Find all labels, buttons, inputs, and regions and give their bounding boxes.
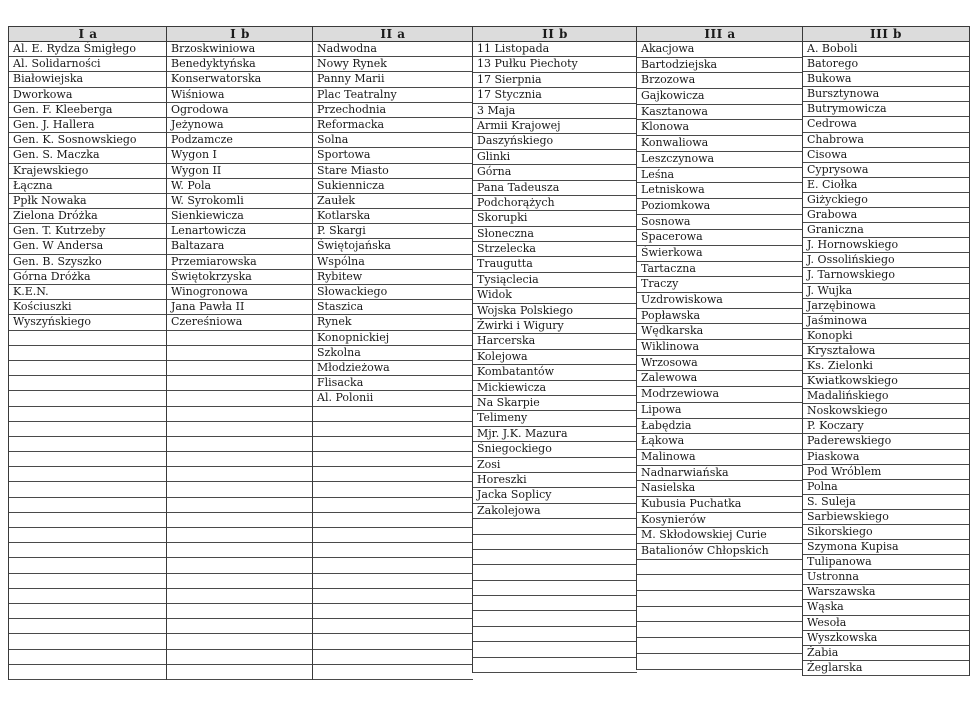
street-cell: Spacerowa	[637, 230, 803, 246]
column-header: III a	[637, 26, 803, 42]
street-cell: Gen. J. Hallera	[9, 118, 167, 133]
empty-cell	[473, 658, 637, 673]
empty-cell	[9, 604, 167, 619]
street-cell: Żeglarska	[803, 661, 969, 676]
street-cell: Wygon I	[167, 148, 313, 163]
street-cell: Batalionów Chłopskich	[637, 544, 803, 560]
empty-cell	[473, 596, 637, 611]
street-cell: Pod Wróblem	[803, 465, 969, 480]
street-cell: Panny Marii	[313, 72, 473, 87]
street-cell: Polna	[803, 480, 969, 495]
street-cell: Wspólna	[313, 255, 473, 270]
street-cell: Warszawska	[803, 585, 969, 600]
street-cell: Nadwodna	[313, 42, 473, 57]
street-cell: Wojska Polskiego	[473, 304, 637, 319]
street-cell: Konserwatorska	[167, 72, 313, 87]
empty-cell	[637, 591, 803, 607]
empty-cell	[9, 528, 167, 543]
street-cell: Horeszki	[473, 473, 637, 488]
empty-cell	[637, 654, 803, 670]
street-cell: Łabędzia	[637, 419, 803, 435]
street-cell: Al. Solidarności	[9, 57, 167, 72]
street-cell: Łączna	[9, 179, 167, 194]
column-header: I a	[9, 26, 167, 42]
street-cell: Ppłk Nowaka	[9, 194, 167, 209]
street-cell: Nadnarwiańska	[637, 466, 803, 482]
street-cell: Kolejowa	[473, 350, 637, 365]
street-cell: Glinki	[473, 150, 637, 165]
street-cell: Górna	[473, 165, 637, 180]
street-cell: 17 Stycznia	[473, 88, 637, 103]
empty-cell	[167, 589, 313, 604]
empty-cell	[167, 437, 313, 452]
empty-cell	[313, 574, 473, 589]
column-ii-b	[472, 26, 637, 673]
street-cell: Al. Polonii	[313, 391, 473, 406]
empty-cell	[9, 361, 167, 376]
street-cell: P. Koczary	[803, 419, 969, 434]
street-cell: Kryształowa	[803, 344, 969, 359]
street-cell: Popławska	[637, 309, 803, 325]
empty-cell	[313, 452, 473, 467]
empty-cell	[167, 543, 313, 558]
street-cell: Mickiewicza	[473, 381, 637, 396]
empty-cell	[167, 574, 313, 589]
street-cell: Podzamcze	[167, 133, 313, 148]
empty-cell	[9, 422, 167, 437]
street-cell: Madalińskiego	[803, 389, 969, 404]
empty-cell	[167, 634, 313, 649]
street-cell: Dworkowa	[9, 88, 167, 103]
street-cell: Leszczynowa	[637, 152, 803, 168]
column-header: II a	[313, 26, 473, 42]
street-cell: Kotlarska	[313, 209, 473, 224]
street-cell: W. Syrokomli	[167, 194, 313, 209]
street-cell: E. Ciołka	[803, 178, 969, 193]
street-cell: Batorego	[803, 57, 969, 72]
empty-cell	[9, 543, 167, 558]
street-cell: Gajkowicza	[637, 89, 803, 105]
street-cell: 3 Maja	[473, 104, 637, 119]
column-ii-a	[312, 26, 473, 680]
empty-cell	[313, 467, 473, 482]
empty-cell	[9, 574, 167, 589]
street-cell: Lipowa	[637, 403, 803, 419]
street-cell: Świętokrzyska	[167, 270, 313, 285]
column-iii-a	[636, 26, 803, 670]
street-cell: Gen. F. Kleeberga	[9, 103, 167, 118]
street-cell: Żwirki i Wigury	[473, 319, 637, 334]
empty-cell	[313, 604, 473, 619]
street-cell: Wiśniowa	[167, 88, 313, 103]
street-cell: Zaułek	[313, 194, 473, 209]
street-cell: Jaśminowa	[803, 314, 969, 329]
empty-cell	[9, 346, 167, 361]
street-cell: Traczy	[637, 277, 803, 293]
empty-cell	[9, 650, 167, 665]
street-cell: Staszica	[313, 300, 473, 315]
street-cell: Daszyńskiego	[473, 134, 637, 149]
street-cell: Rybitew	[313, 270, 473, 285]
street-cell: Paderewskiego	[803, 434, 969, 449]
street-cell: Kombatantów	[473, 365, 637, 380]
street-cell: Brzozowa	[637, 73, 803, 89]
street-cell: Zalewowa	[637, 371, 803, 387]
street-cell: Wyszkowska	[803, 631, 969, 646]
street-cell: J. Tarnowskiego	[803, 268, 969, 283]
street-cell: Giżyckiego	[803, 193, 969, 208]
street-cell: Piaskowa	[803, 450, 969, 465]
empty-cell	[637, 560, 803, 576]
street-cell: Wąska	[803, 600, 969, 615]
street-cell: Jeżynowa	[167, 118, 313, 133]
street-cell: Chabrowa	[803, 133, 969, 148]
street-cell: Szymona Kupisa	[803, 540, 969, 555]
street-cell: Ustronna	[803, 570, 969, 585]
column-header: III b	[803, 26, 969, 42]
empty-cell	[167, 346, 313, 361]
street-cell: Brzoskwiniowa	[167, 42, 313, 57]
empty-cell	[313, 407, 473, 422]
empty-cell	[313, 513, 473, 528]
street-cell: Armii Krajowej	[473, 119, 637, 134]
empty-cell	[9, 437, 167, 452]
street-cell: Sienkiewicza	[167, 209, 313, 224]
street-cell: Widok	[473, 288, 637, 303]
street-cell: Na Skarpie	[473, 396, 637, 411]
street-cell: Poziomkowa	[637, 199, 803, 215]
street-cell: Świętojańska	[313, 239, 473, 254]
street-cell: Cyprysowa	[803, 163, 969, 178]
street-cell: Tysiąclecia	[473, 273, 637, 288]
street-cell: Graniczna	[803, 223, 969, 238]
street-cell: Gen. S. Maczka	[9, 148, 167, 163]
street-cell: J. Wujka	[803, 284, 969, 299]
street-cell: Rynek	[313, 315, 473, 330]
street-cell: Świerkowa	[637, 246, 803, 262]
empty-cell	[167, 604, 313, 619]
street-cell: Benedyktyńska	[167, 57, 313, 72]
empty-cell	[167, 422, 313, 437]
empty-cell	[9, 407, 167, 422]
street-cell: Gen. W Andersa	[9, 239, 167, 254]
street-cell: Winogronowa	[167, 285, 313, 300]
street-cell: Stare Miasto	[313, 164, 473, 179]
empty-cell	[9, 498, 167, 513]
empty-cell	[167, 528, 313, 543]
street-cell: J. Hornowskiego	[803, 238, 969, 253]
street-cell: Kwiatkowskiego	[803, 374, 969, 389]
street-cell: Al. E. Rydza Śmigłego	[9, 42, 167, 57]
empty-cell	[167, 482, 313, 497]
column-body	[9, 42, 167, 680]
street-cell: Ks. Zielonki	[803, 359, 969, 374]
street-cell: Jacka Soplicy	[473, 488, 637, 503]
street-cell: Bartodziejska	[637, 58, 803, 74]
empty-cell	[473, 550, 637, 565]
street-cell: Solna	[313, 133, 473, 148]
street-assignment-table	[8, 26, 968, 682]
street-cell: Śniegockiego	[473, 442, 637, 457]
street-cell: Podchorążych	[473, 196, 637, 211]
empty-cell	[473, 565, 637, 580]
street-cell: Gen. K. Sosnowskiego	[9, 133, 167, 148]
street-cell: Uzdrowiskowa	[637, 293, 803, 309]
street-cell: Kubusia Puchatka	[637, 497, 803, 513]
street-cell: Klonowa	[637, 120, 803, 136]
street-cell: Mjr. J.K. Mazura	[473, 427, 637, 442]
street-cell: Malinowa	[637, 450, 803, 466]
column-body	[803, 42, 969, 676]
street-cell: Słowackiego	[313, 285, 473, 300]
empty-cell	[167, 452, 313, 467]
empty-cell	[167, 407, 313, 422]
empty-cell	[473, 581, 637, 596]
street-cell: Ogrodowa	[167, 103, 313, 118]
street-cell: A. Boboli	[803, 42, 969, 57]
street-cell: Krajewskiego	[9, 164, 167, 179]
column-i-b	[166, 26, 313, 680]
street-cell: Górna Dróżka	[9, 270, 167, 285]
empty-cell	[9, 665, 167, 680]
street-cell: Słoneczna	[473, 227, 637, 242]
empty-cell	[313, 619, 473, 634]
street-cell: Butrymowicza	[803, 102, 969, 117]
empty-cell	[313, 543, 473, 558]
empty-cell	[473, 627, 637, 642]
street-cell: Strzelecka	[473, 242, 637, 257]
empty-cell	[167, 391, 313, 406]
street-cell: Grabowa	[803, 208, 969, 223]
street-cell: Noskowskiego	[803, 404, 969, 419]
street-cell: Traugutta	[473, 257, 637, 272]
empty-cell	[313, 665, 473, 680]
street-cell: Jana Pawła II	[167, 300, 313, 315]
street-cell: Pana Tadeusza	[473, 181, 637, 196]
empty-cell	[9, 391, 167, 406]
street-cell: Tulipanowa	[803, 555, 969, 570]
empty-cell	[473, 642, 637, 657]
street-cell: Bukowa	[803, 72, 969, 87]
empty-cell	[167, 665, 313, 680]
street-cell: Kościuszki	[9, 300, 167, 315]
empty-cell	[313, 482, 473, 497]
street-cell: K.E.N.	[9, 285, 167, 300]
empty-cell	[313, 528, 473, 543]
column-body	[167, 42, 313, 680]
street-cell: Gen. B. Szyszko	[9, 255, 167, 270]
empty-cell	[637, 622, 803, 638]
street-cell: 13 Pułku Piechoty	[473, 57, 637, 72]
street-cell: M. Skłodowskiej Curie	[637, 528, 803, 544]
street-cell: Wrzosowa	[637, 356, 803, 372]
empty-cell	[167, 331, 313, 346]
street-cell: Modrzewiowa	[637, 387, 803, 403]
street-cell: Białowiejska	[9, 72, 167, 87]
street-cell: Wyszyńskiego	[9, 315, 167, 330]
column-iii-b	[802, 26, 970, 676]
street-cell: W. Pola	[167, 179, 313, 194]
street-cell: Sukiennicza	[313, 179, 473, 194]
column-body	[313, 42, 473, 680]
street-cell: Zakolejowa	[473, 504, 637, 519]
empty-cell	[9, 619, 167, 634]
empty-cell	[313, 589, 473, 604]
street-cell: Czereśniowa	[167, 315, 313, 330]
street-cell: Wędkarska	[637, 324, 803, 340]
street-cell: Wesoła	[803, 616, 969, 631]
street-cell: Telimeny	[473, 411, 637, 426]
street-cell: Baltazara	[167, 239, 313, 254]
empty-cell	[473, 519, 637, 534]
street-cell: Cedrowa	[803, 117, 969, 132]
empty-cell	[313, 422, 473, 437]
street-cell: Flisacka	[313, 376, 473, 391]
street-cell: Cisowa	[803, 148, 969, 163]
street-cell: Sikorskiego	[803, 525, 969, 540]
column-header: II b	[473, 26, 637, 42]
street-cell: Konopnickiej	[313, 331, 473, 346]
empty-cell	[9, 558, 167, 573]
empty-cell	[167, 650, 313, 665]
empty-cell	[167, 619, 313, 634]
empty-cell	[9, 482, 167, 497]
empty-cell	[167, 513, 313, 528]
street-cell: Jarzębinowa	[803, 299, 969, 314]
street-cell: Przemiarowska	[167, 255, 313, 270]
street-cell: Gen. T. Kutrzeby	[9, 224, 167, 239]
street-cell: Reformacka	[313, 118, 473, 133]
empty-cell	[473, 535, 637, 550]
street-cell: Konopki	[803, 329, 969, 344]
street-cell: Łąkowa	[637, 434, 803, 450]
empty-cell	[9, 452, 167, 467]
street-cell: Młodzieżowa	[313, 361, 473, 376]
street-cell: Skorupki	[473, 211, 637, 226]
street-cell: J. Ossolińskiego	[803, 253, 969, 268]
empty-cell	[9, 634, 167, 649]
street-cell: Przechodnia	[313, 103, 473, 118]
empty-cell	[167, 498, 313, 513]
empty-cell	[637, 607, 803, 623]
street-cell: Zosi	[473, 458, 637, 473]
street-cell: Sosnowa	[637, 215, 803, 231]
street-cell: Akacjowa	[637, 42, 803, 58]
street-cell: 17 Sierpnia	[473, 73, 637, 88]
column-header: I b	[167, 26, 313, 42]
empty-cell	[313, 498, 473, 513]
street-cell: Konwaliowa	[637, 136, 803, 152]
street-cell: S. Suleja	[803, 495, 969, 510]
empty-cell	[9, 331, 167, 346]
empty-cell	[637, 638, 803, 654]
empty-cell	[313, 437, 473, 452]
empty-cell	[473, 611, 637, 626]
street-cell: P. Skargi	[313, 224, 473, 239]
empty-cell	[313, 650, 473, 665]
street-cell: Sarbiewskiego	[803, 510, 969, 525]
street-cell: Szkolna	[313, 346, 473, 361]
street-cell: Tartaczna	[637, 262, 803, 278]
street-cell: Plac Teatralny	[313, 88, 473, 103]
empty-cell	[313, 634, 473, 649]
empty-cell	[9, 467, 167, 482]
street-cell: Nowy Rynek	[313, 57, 473, 72]
column-body	[637, 42, 803, 670]
column-body	[473, 42, 637, 673]
street-cell: Lenartowicza	[167, 224, 313, 239]
street-cell: Zielona Dróżka	[9, 209, 167, 224]
column-i-a	[8, 26, 167, 680]
street-cell: Nasielska	[637, 481, 803, 497]
street-cell: Letniskowa	[637, 183, 803, 199]
street-cell: Harcerska	[473, 334, 637, 349]
empty-cell	[9, 513, 167, 528]
empty-cell	[167, 376, 313, 391]
empty-cell	[167, 467, 313, 482]
street-cell: Leśna	[637, 168, 803, 184]
street-cell: Kosynierów	[637, 513, 803, 529]
street-cell: Bursztynowa	[803, 87, 969, 102]
empty-cell	[637, 575, 803, 591]
street-cell: Wiklinowa	[637, 340, 803, 356]
empty-cell	[167, 558, 313, 573]
street-cell: Żabia	[803, 646, 969, 661]
empty-cell	[9, 589, 167, 604]
empty-cell	[167, 361, 313, 376]
empty-cell	[313, 558, 473, 573]
street-cell: Sportowa	[313, 148, 473, 163]
street-cell: Kasztanowa	[637, 105, 803, 121]
street-cell: Wygon II	[167, 164, 313, 179]
street-cell: 11 Listopada	[473, 42, 637, 57]
empty-cell	[9, 376, 167, 391]
